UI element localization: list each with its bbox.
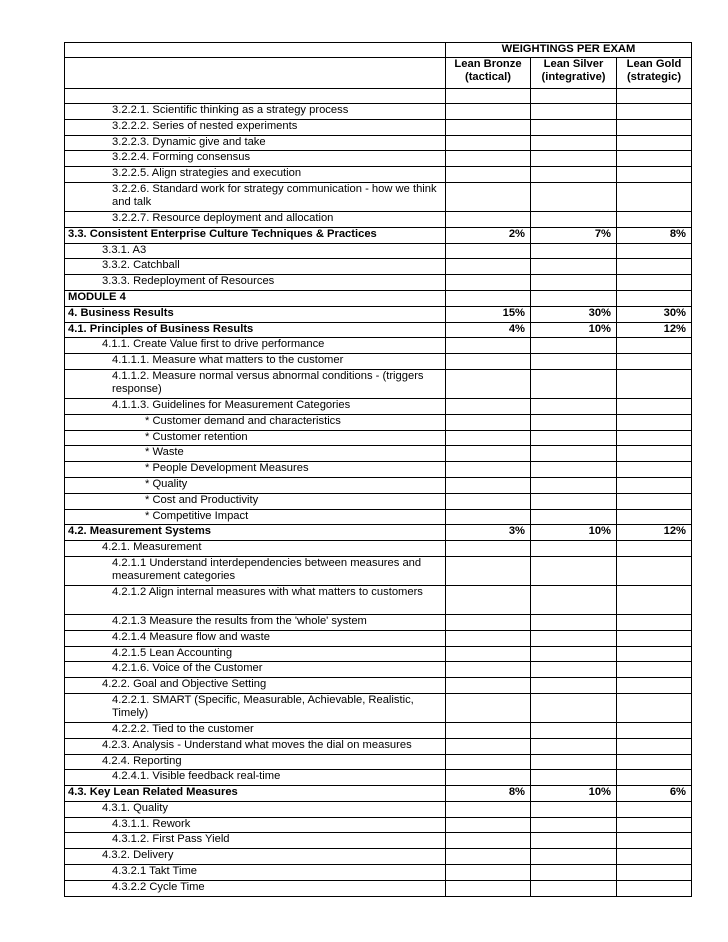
row-label: 4.2. Measurement Systems [65, 525, 446, 541]
weight-bronze-cell [446, 119, 531, 135]
row-label: 4.2.1. Measurement [65, 541, 446, 557]
row-label: 3.2.2.4. Forming consensus [65, 151, 446, 167]
weight-bronze-cell [446, 414, 531, 430]
table-row [65, 369, 692, 398]
weight-silver-cell: 10% [531, 525, 617, 541]
table-row [65, 259, 692, 275]
weight-bronze-cell [446, 817, 531, 833]
row-label: 3.3.2. Catchball [65, 259, 446, 275]
weight-gold-cell [617, 556, 692, 585]
row-label: 3.3.1. A3 [65, 243, 446, 259]
weight-bronze-cell: 8% [446, 786, 531, 802]
weight-gold-cell [617, 693, 692, 722]
weight-silver-cell [531, 646, 617, 662]
weight-gold-cell [617, 678, 692, 694]
table-row [65, 430, 692, 446]
weight-gold-cell [617, 849, 692, 865]
weight-gold-cell [617, 801, 692, 817]
table-row [65, 614, 692, 630]
weight-bronze-cell [446, 182, 531, 211]
weight-silver-cell [531, 167, 617, 183]
weight-bronze-cell [446, 556, 531, 585]
table-row [65, 104, 692, 120]
weight-gold-cell [617, 833, 692, 849]
weight-gold-cell [617, 354, 692, 370]
table-row [65, 306, 692, 322]
weight-bronze-cell [446, 865, 531, 881]
weight-bronze-cell [446, 880, 531, 896]
row-label: * Customer demand and characteristics [65, 414, 446, 430]
weight-silver-cell [531, 338, 617, 354]
weight-bronze-cell [446, 614, 531, 630]
header-row-columns [65, 58, 692, 89]
weight-silver-cell [531, 369, 617, 398]
weight-gold-cell [617, 182, 692, 211]
row-label: 3.2.2.5. Align strategies and execution [65, 167, 446, 183]
weight-bronze-cell [446, 135, 531, 151]
weight-gold-cell [617, 880, 692, 896]
weight-gold-cell: 30% [617, 306, 692, 322]
weight-silver-cell [531, 211, 617, 227]
weight-silver-cell [531, 738, 617, 754]
weight-silver-cell [531, 865, 617, 881]
column-header-lean-gold [617, 58, 692, 89]
row-label: 4.2.2.1. SMART (Specific, Measurable, Achievable, Realistic, Timely) [65, 693, 446, 722]
row-label: 4.2.2. Goal and Objective Setting [65, 678, 446, 694]
row-label: 4.3.1.2. First Pass Yield [65, 833, 446, 849]
table-row [65, 211, 692, 227]
table-row [65, 738, 692, 754]
weight-silver-cell [531, 801, 617, 817]
weight-gold-cell [617, 865, 692, 881]
header-row-title [65, 43, 692, 58]
weight-silver-cell [531, 585, 617, 614]
row-label: 4.3.2. Delivery [65, 849, 446, 865]
weight-gold-cell [617, 369, 692, 398]
weight-bronze-cell [446, 738, 531, 754]
column-header-line: (tactical) [464, 71, 511, 83]
weight-bronze-cell [446, 493, 531, 509]
weight-gold-cell [617, 398, 692, 414]
weight-silver-cell: 30% [531, 306, 617, 322]
row-label: 3.2.2.7. Resource deployment and allocation [65, 211, 446, 227]
weight-silver-cell [531, 493, 617, 509]
row-label: 4.3.1.1. Rework [65, 817, 446, 833]
weight-bronze-cell [446, 151, 531, 167]
weight-bronze-cell [446, 541, 531, 557]
column-header-line: Lean Silver [543, 58, 604, 70]
weight-silver-cell [531, 541, 617, 557]
weight-silver-cell [531, 556, 617, 585]
table-row [65, 290, 692, 306]
weight-gold-cell [617, 243, 692, 259]
weight-gold-cell [617, 738, 692, 754]
weight-silver-cell [531, 259, 617, 275]
row-label: 3.2.2.2. Series of nested experiments [65, 119, 446, 135]
table-row [65, 817, 692, 833]
row-label: 4.3.2.2 Cycle Time [65, 880, 446, 896]
weight-silver-cell [531, 104, 617, 120]
weight-silver-cell [531, 354, 617, 370]
weight-gold-cell [617, 151, 692, 167]
weight-silver-cell [531, 430, 617, 446]
weight-silver-cell [531, 290, 617, 306]
column-header-line: Lean Bronze [454, 58, 522, 70]
weight-silver-cell [531, 119, 617, 135]
weight-gold-cell [617, 135, 692, 151]
table-row [65, 227, 692, 243]
weight-silver-cell [531, 722, 617, 738]
weight-silver-cell [531, 614, 617, 630]
weight-bronze-cell [446, 167, 531, 183]
weight-silver-cell: 10% [531, 322, 617, 338]
table-row [65, 151, 692, 167]
row-label: * Cost and Productivity [65, 493, 446, 509]
weight-bronze-cell [446, 290, 531, 306]
row-label: 4.2.1.4 Measure flow and waste [65, 630, 446, 646]
table-row [65, 477, 692, 493]
weight-bronze-cell [446, 462, 531, 478]
row-label: 4.1. Principles of Business Results [65, 322, 446, 338]
weight-gold-cell [617, 646, 692, 662]
table-row [65, 801, 692, 817]
weight-silver-cell [531, 477, 617, 493]
row-label: 4.2.1.1 Understand interdependencies between measures and measurement categories [65, 556, 446, 585]
table-row [65, 541, 692, 557]
table-row [65, 754, 692, 770]
weight-gold-cell [617, 662, 692, 678]
weight-silver-cell [531, 135, 617, 151]
row-label: 4.1.1.2. Measure normal versus abnormal conditions - (triggers response) [65, 369, 446, 398]
weight-silver-cell [531, 678, 617, 694]
row-label: 4.2.1.3 Measure the results from the 'whole' system [65, 614, 446, 630]
weight-bronze-cell: 2% [446, 227, 531, 243]
weight-gold-cell: 8% [617, 227, 692, 243]
table-row [65, 662, 692, 678]
weight-bronze-cell [446, 646, 531, 662]
weight-gold-cell [617, 630, 692, 646]
weight-gold-cell [617, 509, 692, 525]
weight-bronze-cell [446, 259, 531, 275]
column-header-lean-bronze [446, 58, 531, 89]
row-label: 4.2.4. Reporting [65, 754, 446, 770]
table-row [65, 722, 692, 738]
table-row [65, 786, 692, 802]
weight-bronze-cell: 15% [446, 306, 531, 322]
row-label: 4. Business Results [65, 306, 446, 322]
row-label: 4.2.1.5 Lean Accounting [65, 646, 446, 662]
row-label: 4.3. Key Lean Related Measures [65, 786, 446, 802]
table-row [65, 556, 692, 585]
weight-silver-cell: 7% [531, 227, 617, 243]
table-row [65, 865, 692, 881]
weight-silver-cell: 10% [531, 786, 617, 802]
weight-bronze-cell [446, 770, 531, 786]
weight-gold-cell: 6% [617, 786, 692, 802]
weight-bronze-cell [446, 398, 531, 414]
table-row [65, 275, 692, 291]
column-header-line: (integrative) [541, 71, 606, 83]
row-label: 4.2.1.2 Align internal measures with what matters to customers [65, 585, 446, 614]
weight-silver-cell [531, 880, 617, 896]
table-row [65, 354, 692, 370]
table-row [65, 414, 692, 430]
table-row [65, 446, 692, 462]
table-row [65, 585, 692, 614]
table-row [65, 135, 692, 151]
header-blank-cell [65, 58, 446, 89]
weight-gold-cell [617, 275, 692, 291]
weight-bronze-cell [446, 89, 531, 104]
weight-gold-cell [617, 259, 692, 275]
weight-bronze-cell [446, 243, 531, 259]
weight-gold-cell: 12% [617, 525, 692, 541]
row-label: 4.1.1.1. Measure what matters to the customer [65, 354, 446, 370]
weight-bronze-cell [446, 754, 531, 770]
weight-gold-cell [617, 290, 692, 306]
table-row [65, 630, 692, 646]
table-row [65, 493, 692, 509]
weight-gold-cell [617, 104, 692, 120]
table-row [65, 89, 692, 104]
weight-bronze-cell [446, 833, 531, 849]
table-row [65, 119, 692, 135]
weight-bronze-cell [446, 509, 531, 525]
weight-bronze-cell [446, 211, 531, 227]
table-row [65, 243, 692, 259]
weight-bronze-cell [446, 275, 531, 291]
row-label: 4.2.1.6. Voice of the Customer [65, 662, 446, 678]
weight-bronze-cell [446, 338, 531, 354]
row-label: * People Development Measures [65, 462, 446, 478]
weight-silver-cell [531, 849, 617, 865]
weight-silver-cell [531, 275, 617, 291]
weight-bronze-cell: 3% [446, 525, 531, 541]
weight-gold-cell [617, 338, 692, 354]
row-label: 4.2.2.2. Tied to the customer [65, 722, 446, 738]
table-row [65, 167, 692, 183]
row-label: 4.1.1. Create Value first to drive performance [65, 338, 446, 354]
weight-silver-cell [531, 243, 617, 259]
row-label: * Customer retention [65, 430, 446, 446]
weight-silver-cell [531, 509, 617, 525]
table-row [65, 770, 692, 786]
table-row [65, 880, 692, 896]
row-label: * Competitive Impact [65, 509, 446, 525]
weight-gold-cell [617, 477, 692, 493]
weight-bronze-cell [446, 446, 531, 462]
row-label: 4.2.3. Analysis - Understand what moves the dial on measures [65, 738, 446, 754]
weight-gold-cell [617, 585, 692, 614]
weight-gold-cell [617, 446, 692, 462]
weight-silver-cell [531, 770, 617, 786]
row-label: 4.2.4.1. Visible feedback real-time [65, 770, 446, 786]
row-label: MODULE 4 [65, 290, 446, 306]
table-row [65, 398, 692, 414]
column-header-lean-silver [531, 58, 617, 89]
weight-silver-cell [531, 414, 617, 430]
weight-bronze-cell: 4% [446, 322, 531, 338]
table-row [65, 182, 692, 211]
row-label: 4.3.1. Quality [65, 801, 446, 817]
row-label: 4.3.2.1 Takt Time [65, 865, 446, 881]
weight-gold-cell [617, 614, 692, 630]
weight-silver-cell [531, 89, 617, 104]
weightings-table [64, 42, 692, 897]
weight-gold-cell [617, 541, 692, 557]
row-label: * Waste [65, 446, 446, 462]
row-label: 3.2.2.6. Standard work for strategy communication - how we think and talk [65, 182, 446, 211]
weight-gold-cell [617, 462, 692, 478]
weight-silver-cell [531, 662, 617, 678]
weight-gold-cell [617, 754, 692, 770]
header-blank-cell [65, 43, 446, 58]
weight-gold-cell [617, 493, 692, 509]
weight-bronze-cell [446, 354, 531, 370]
table-row [65, 338, 692, 354]
weight-gold-cell [617, 119, 692, 135]
row-label: 3.2.2.1. Scientific thinking as a strategy process [65, 104, 446, 120]
table-row [65, 509, 692, 525]
row-label: * Quality [65, 477, 446, 493]
weight-gold-cell [617, 89, 692, 104]
table-row [65, 646, 692, 662]
weight-bronze-cell [446, 678, 531, 694]
table-row [65, 322, 692, 338]
weight-silver-cell [531, 693, 617, 722]
table-row [65, 849, 692, 865]
weight-silver-cell [531, 182, 617, 211]
weight-bronze-cell [446, 104, 531, 120]
weight-bronze-cell [446, 849, 531, 865]
row-label: 3.3. Consistent Enterprise Culture Techniques & Practices [65, 227, 446, 243]
weight-bronze-cell [446, 662, 531, 678]
weight-bronze-cell [446, 430, 531, 446]
table-row [65, 693, 692, 722]
weight-bronze-cell [446, 693, 531, 722]
weight-bronze-cell [446, 585, 531, 614]
weight-gold-cell [617, 722, 692, 738]
weight-gold-cell [617, 167, 692, 183]
weight-bronze-cell [446, 722, 531, 738]
column-header-line: Lean Gold [626, 58, 682, 70]
weight-silver-cell [531, 817, 617, 833]
table-row [65, 462, 692, 478]
row-label [65, 89, 446, 104]
table-row [65, 833, 692, 849]
weight-gold-cell [617, 211, 692, 227]
table-row [65, 678, 692, 694]
weight-bronze-cell [446, 801, 531, 817]
weight-bronze-cell [446, 477, 531, 493]
weight-silver-cell [531, 151, 617, 167]
weight-bronze-cell [446, 369, 531, 398]
weight-gold-cell [617, 770, 692, 786]
weight-silver-cell [531, 630, 617, 646]
row-label: 3.2.2.3. Dynamic give and take [65, 135, 446, 151]
weight-gold-cell: 12% [617, 322, 692, 338]
weight-gold-cell [617, 414, 692, 430]
row-label: 3.3.3. Redeployment of Resources [65, 275, 446, 291]
weightings-title: WEIGHTINGS PER EXAM [446, 43, 692, 58]
weight-gold-cell [617, 817, 692, 833]
table-row [65, 525, 692, 541]
weight-silver-cell [531, 833, 617, 849]
weight-bronze-cell [446, 630, 531, 646]
column-header-line: (strategic) [626, 71, 682, 83]
weight-gold-cell [617, 430, 692, 446]
weight-silver-cell [531, 446, 617, 462]
weight-silver-cell [531, 462, 617, 478]
weight-silver-cell [531, 398, 617, 414]
weight-silver-cell [531, 754, 617, 770]
row-label: 4.1.1.3. Guidelines for Measurement Categories [65, 398, 446, 414]
